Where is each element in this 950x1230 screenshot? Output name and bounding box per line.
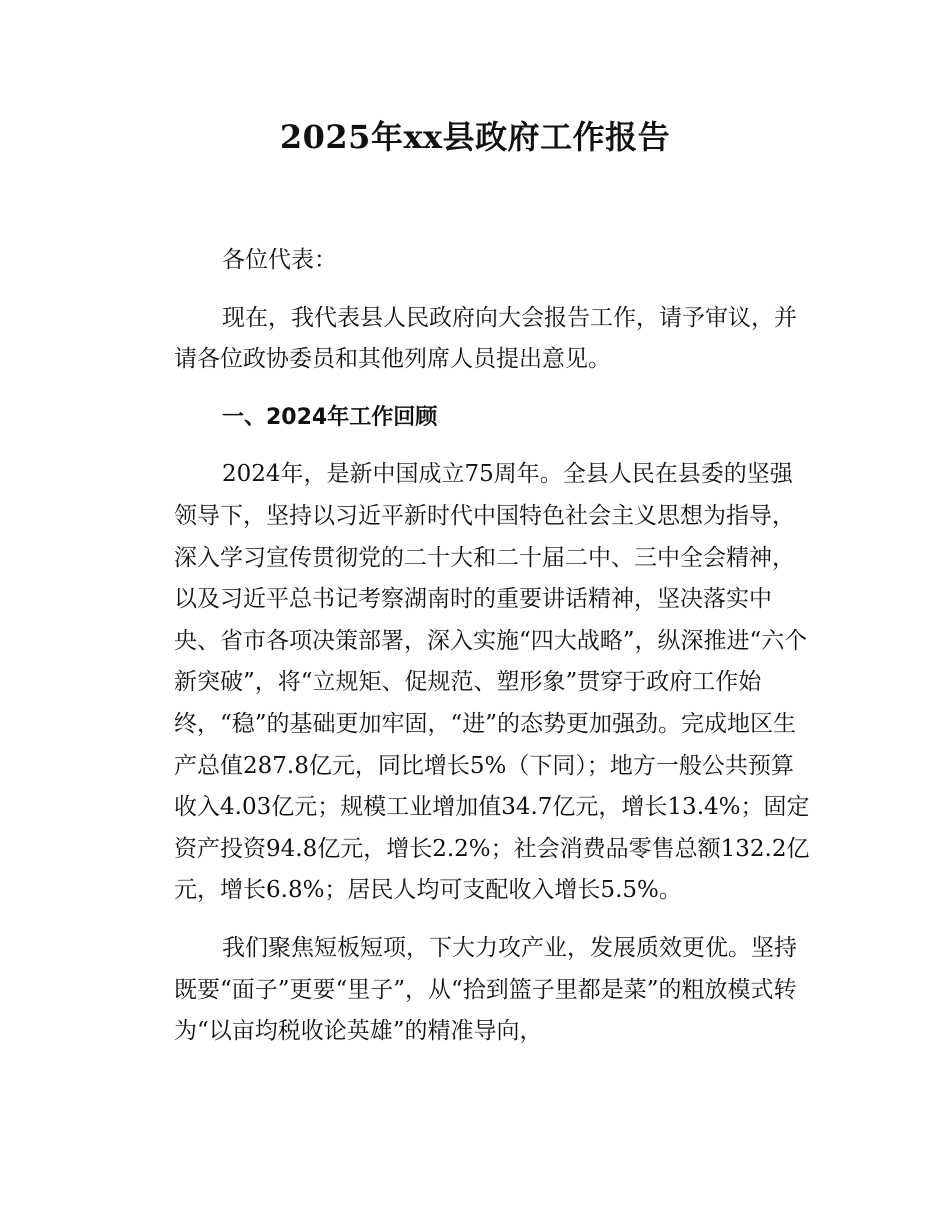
section-heading: 一、2024年工作回顾 bbox=[222, 404, 438, 430]
industry-paragraph: 我们聚焦短板短项，下大力攻产业，发展质效更优。坚持既要“面子”更要“里子”，从“拾到篮子里都是菜”的粗放模式转为“以亩均税收论英雄”的精准导向， bbox=[174, 934, 797, 1045]
document-body bbox=[174, 240, 810, 1069]
intro-paragraph: 现在，我代表县人民政府向大会报告工作，请予审议，并请各位政协委员和其他列席人员提出意见。 bbox=[174, 304, 797, 373]
salutation: 各位代表： bbox=[222, 247, 337, 273]
review-paragraph: 2024年，是新中国成立75周年。全县人民在县委的坚强领导下，坚持以习近平新时代中国特色社会主义思想为指导，深入学习宣传贯彻党的二十大和二十届二中、三中全会精神，以及习近平总书记考察湖南时的重要讲话精神，坚决落实中央、省市各项决策部署，深入实施“四大战略”，纵深推进“六个新突破”，将“立规矩、促规范、塑形象”贯穿于政府工作始终，“稳”的基础更加牢固，“进”的态势更加强劲。完成地区生产总值287.8亿元，同比增长5%（下同）；地方一般公共预算收入4.03亿元；规模工业增加值34.7亿元，增长13.4%；固定资产投资94.8亿元，增长2.2%；社会消费品零售总额132.2亿元，增长6.8%；居民人均可支配收入增长5.5%。 bbox=[174, 461, 810, 904]
document-title: 2025年xx县政府工作报告 bbox=[279, 118, 671, 156]
